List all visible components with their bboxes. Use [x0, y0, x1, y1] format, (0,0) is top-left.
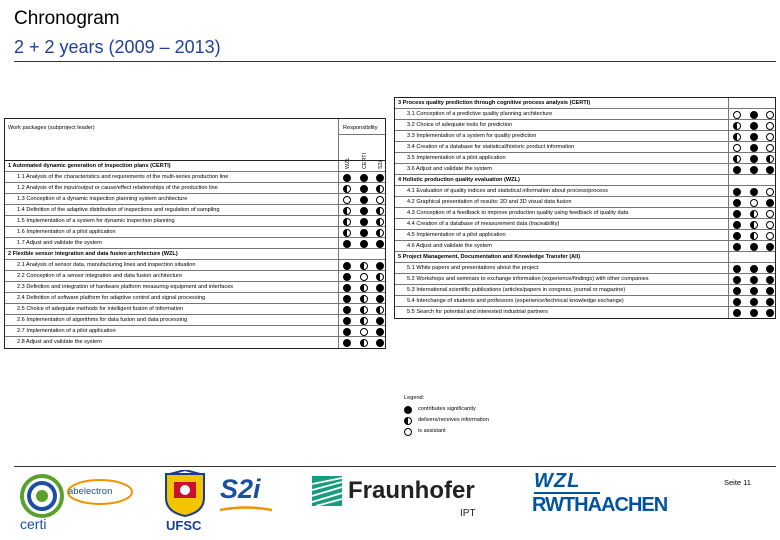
- empty-circle-icon: [766, 133, 774, 141]
- right-table-row: [395, 208, 775, 219]
- left-table-row-label: 2.6 Implementation of algorithms for data fusion and data processing: [17, 317, 188, 323]
- half-circle-icon: [404, 417, 412, 425]
- column-separator: [728, 164, 729, 174]
- full-circle-icon: [360, 196, 368, 204]
- half-circle-icon: [750, 232, 758, 240]
- empty-circle-icon: [360, 328, 368, 336]
- full-circle-icon: [733, 188, 741, 196]
- right-table-row-label: 5.4 Interchange of students and professors (experience/technical knowledge exchange): [407, 298, 624, 304]
- full-circle-icon: [343, 262, 351, 270]
- empty-circle-icon: [766, 210, 774, 218]
- full-circle-icon: [360, 185, 368, 193]
- footer-divider: [14, 466, 776, 467]
- empty-circle-icon: [766, 188, 774, 196]
- column-separator: [338, 161, 339, 171]
- empty-circle-icon: [750, 199, 758, 207]
- full-circle-icon: [766, 287, 774, 295]
- empty-circle-icon: [766, 232, 774, 240]
- right-table-row: [395, 296, 775, 307]
- column-separator: [728, 131, 729, 141]
- left-table-row: [5, 337, 385, 348]
- column-separator: [728, 296, 729, 306]
- full-circle-icon: [750, 166, 758, 174]
- title-divider: [14, 61, 776, 62]
- full-circle-icon: [733, 265, 741, 273]
- right-table-row: [395, 252, 775, 263]
- partner-label-certi: CERTI: [362, 152, 368, 169]
- left-table-row: [5, 315, 385, 326]
- half-circle-icon: [766, 155, 774, 163]
- right-table-row-label: 3.3 Implementation of a system for quality prediction: [407, 133, 537, 139]
- left-table-row: [5, 249, 385, 260]
- half-circle-icon: [376, 185, 384, 193]
- right-table-row-label: 4.6 Adjust and validate the system: [407, 243, 492, 249]
- full-circle-icon: [343, 317, 351, 325]
- full-circle-icon: [360, 174, 368, 182]
- column-separator: [338, 304, 339, 314]
- full-circle-icon: [750, 298, 758, 306]
- right-table-row: [395, 98, 775, 109]
- column-separator: [338, 315, 339, 325]
- ufsc-crest-icon: [160, 470, 210, 518]
- left-table-row-label: 1.6 Implementation of a pilot application: [17, 229, 116, 235]
- half-circle-icon: [360, 306, 368, 314]
- wzl-wordmark: WZL: [534, 470, 581, 492]
- right-table-row-label: 3 Process quality prediction through cognitive process analysis (CERTI): [398, 100, 591, 106]
- left-table-row: [5, 326, 385, 337]
- left-table-row: [5, 172, 385, 183]
- right-table-row-label: 4.3 Conception of a feedback to improve production quality using feedback of quality data: [407, 210, 629, 216]
- half-circle-icon: [376, 273, 384, 281]
- column-separator: [338, 183, 339, 193]
- right-table-row-label: 3.2 Choice of adequate tools for prediction: [407, 122, 513, 128]
- full-circle-icon: [766, 298, 774, 306]
- half-circle-icon: [750, 210, 758, 218]
- full-circle-icon: [750, 155, 758, 163]
- fraunhofer-stripes-icon: [312, 476, 342, 506]
- empty-circle-icon: [766, 111, 774, 119]
- full-circle-icon: [750, 287, 758, 295]
- column-separator: [728, 109, 729, 119]
- full-circle-icon: [733, 243, 741, 251]
- left-table-row-label: 2.3 Definition and integration of hardware platform measuring equipment and interfaces: [17, 284, 234, 290]
- column-separator: [728, 285, 729, 295]
- empty-circle-icon: [343, 196, 351, 204]
- half-circle-icon: [750, 221, 758, 229]
- full-circle-icon: [750, 243, 758, 251]
- empty-circle-icon: [360, 273, 368, 281]
- left-table-row: [5, 161, 385, 172]
- ipt-wordmark: IPT: [460, 508, 476, 519]
- full-circle-icon: [750, 276, 758, 284]
- right-table-row: [395, 153, 775, 164]
- s2i-logo: [218, 474, 274, 514]
- half-circle-icon: [360, 284, 368, 292]
- full-circle-icon: [733, 276, 741, 284]
- left-table-row: [5, 194, 385, 205]
- full-circle-icon: [376, 328, 384, 336]
- full-circle-icon: [404, 406, 412, 414]
- column-separator: [728, 120, 729, 130]
- column-separator: [338, 249, 339, 259]
- work-packages-header: Work packages (subproject leader): [8, 125, 95, 131]
- column-separator: [338, 172, 339, 182]
- left-table-row: [5, 183, 385, 194]
- half-circle-icon: [376, 207, 384, 215]
- left-table-row: [5, 260, 385, 271]
- left-table-row: [5, 238, 385, 249]
- half-circle-icon: [733, 155, 741, 163]
- column-separator: [338, 194, 339, 204]
- empty-circle-icon: [376, 196, 384, 204]
- column-separator: [338, 337, 339, 348]
- empty-circle-icon: [766, 122, 774, 130]
- half-circle-icon: [360, 295, 368, 303]
- full-circle-icon: [733, 221, 741, 229]
- full-circle-icon: [733, 166, 741, 174]
- right-table-row: [395, 241, 775, 252]
- column-separator: [728, 175, 729, 185]
- full-circle-icon: [766, 309, 774, 317]
- full-circle-icon: [343, 339, 351, 347]
- column-separator: [338, 216, 339, 226]
- half-circle-icon: [343, 229, 351, 237]
- abelectron-logo: [64, 478, 134, 506]
- right-table-row-label: 5.3 International scientific publications (articles/papers in congress, journal or magazine): [407, 287, 626, 293]
- half-circle-icon: [733, 122, 741, 130]
- left-table-row-label: 2.2 Conception of a sensor integration and data fusion architecture: [17, 273, 183, 279]
- right-table-row: [395, 274, 775, 285]
- right-table-row-label: 5.5 Search for potential and interested industrial partners: [407, 309, 548, 315]
- left-table-row-label: 2.5 Choice of adequate methods for intelligent fusion of information: [17, 306, 184, 312]
- abelectron-wordmark: abelectron: [68, 486, 113, 497]
- full-circle-icon: [376, 339, 384, 347]
- half-circle-icon: [733, 133, 741, 141]
- column-separator: [728, 263, 729, 273]
- right-table-row: [395, 263, 775, 274]
- right-work-package-table: [394, 97, 776, 319]
- left-table-row: [5, 304, 385, 315]
- column-separator: [728, 153, 729, 163]
- full-circle-icon: [376, 262, 384, 270]
- full-circle-icon: [376, 240, 384, 248]
- half-circle-icon: [376, 218, 384, 226]
- column-separator: [728, 186, 729, 196]
- column-separator: [728, 219, 729, 229]
- right-table-row-label: 3.4 Creation of a database for statistical/historic product information: [407, 144, 575, 150]
- full-circle-icon: [376, 317, 384, 325]
- full-circle-icon: [360, 240, 368, 248]
- right-table-row-label: 4 Holistic production quality evaluation (WZL): [398, 177, 520, 183]
- column-separator: [338, 293, 339, 303]
- column-separator: [338, 260, 339, 270]
- empty-circle-icon: [766, 144, 774, 152]
- certi-logo: [14, 472, 70, 532]
- right-table-row-label: 4.4 Creation of a database of measurement data (traceability): [407, 221, 560, 227]
- full-circle-icon: [750, 111, 758, 119]
- column-separator: [338, 326, 339, 336]
- right-table-row: [395, 197, 775, 208]
- full-circle-icon: [360, 229, 368, 237]
- certi-wordmark: certi: [20, 516, 47, 532]
- full-circle-icon: [343, 240, 351, 248]
- page-subtitle: 2 + 2 years (2009 – 2013): [14, 37, 221, 57]
- partner-label-s2i: S2i: [378, 161, 384, 169]
- half-circle-icon: [360, 339, 368, 347]
- full-circle-icon: [376, 284, 384, 292]
- full-circle-icon: [343, 306, 351, 314]
- column-separator: [338, 282, 339, 292]
- empty-circle-icon: [404, 428, 412, 436]
- left-table-row: [5, 293, 385, 304]
- left-table-row: [5, 205, 385, 216]
- column-separator: [728, 274, 729, 284]
- left-table-row-label: 1.2 Analysis of the input/output or cause/effect relationships of the production line: [17, 185, 218, 191]
- right-table-row-label: 4.1 Evaluation of quality indices and statistical information about process/process: [407, 188, 608, 194]
- empty-circle-icon: [733, 111, 741, 119]
- full-circle-icon: [766, 265, 774, 273]
- full-circle-icon: [766, 166, 774, 174]
- right-table-row-label: 3.5 Implementation of a pilot application: [407, 155, 506, 161]
- right-table-row-label: 5.2 Workshops and seminars to exchange information (experience/findings) with other companies: [407, 276, 649, 282]
- left-table-row-label: 1.1 Analysis of the characteristics and requirements of the multi-series production line: [17, 174, 229, 180]
- column-separator: [728, 208, 729, 218]
- column-separator: [728, 230, 729, 240]
- full-circle-icon: [766, 276, 774, 284]
- partner-label-wzl: WZL: [345, 157, 351, 169]
- full-circle-icon: [343, 273, 351, 281]
- right-table-row: [395, 131, 775, 142]
- ufsc-wordmark: UFSC: [166, 518, 202, 533]
- full-circle-icon: [343, 174, 351, 182]
- column-separator: [338, 238, 339, 248]
- right-table-row: [395, 175, 775, 186]
- column-separator: [728, 142, 729, 152]
- left-table-row: [5, 227, 385, 238]
- column-separator: [728, 197, 729, 207]
- left-table-row-label: 1.5 Implementation of a system for dynamic inspection planning: [17, 218, 175, 224]
- left-work-package-table: [4, 157, 386, 349]
- full-circle-icon: [343, 295, 351, 303]
- responsibility-header: Responsibility: [343, 125, 378, 131]
- right-table-row: [395, 219, 775, 230]
- right-table-row-label: 3.6 Adjust and validate the system: [407, 166, 492, 172]
- fraunhofer-wordmark: Fraunhofer: [348, 477, 475, 504]
- page-title: Chronogram: [14, 8, 120, 29]
- left-table-row-label: 2.8 Adjust and validate the system: [17, 339, 102, 345]
- column-separator: [728, 98, 729, 108]
- empty-circle-icon: [766, 221, 774, 229]
- right-table-row: [395, 307, 775, 318]
- full-circle-icon: [766, 243, 774, 251]
- fraunhofer-logo: [312, 474, 482, 524]
- full-circle-icon: [750, 309, 758, 317]
- left-table-row-label: 1 Automated dynamic generation of inspection plans (CERTI): [8, 163, 171, 169]
- full-circle-icon: [360, 207, 368, 215]
- full-circle-icon: [733, 210, 741, 218]
- page-number: Seite 11: [724, 478, 751, 487]
- left-table-row-label: 1.3 Conception of a dynamic inspection planning system architecture: [17, 196, 188, 202]
- half-circle-icon: [360, 317, 368, 325]
- empty-circle-icon: [733, 144, 741, 152]
- left-table-row-label: 2.4 Definition of software platform for adaptive control and signal processing: [17, 295, 206, 301]
- right-table-row-label: 4.2 Graphical presentation of results: 2D and 3D visual data fusion: [407, 199, 572, 205]
- full-circle-icon: [343, 284, 351, 292]
- full-circle-icon: [733, 287, 741, 295]
- half-circle-icon: [343, 207, 351, 215]
- right-table-row: [395, 285, 775, 296]
- right-table-row: [395, 109, 775, 120]
- right-table-row: [395, 230, 775, 241]
- right-table-row: [395, 120, 775, 131]
- right-table-row: [395, 186, 775, 197]
- ufsc-logo: [160, 470, 210, 536]
- right-table-row-label: 4.5 Implementation of a pilot application: [407, 232, 506, 238]
- full-circle-icon: [750, 188, 758, 196]
- full-circle-icon: [733, 199, 741, 207]
- column-separator: [338, 205, 339, 215]
- half-circle-icon: [376, 306, 384, 314]
- column-separator: [728, 307, 729, 318]
- half-circle-icon: [360, 262, 368, 270]
- half-circle-icon: [343, 185, 351, 193]
- right-table-row-label: 3.1 Conception of a predictive quality planning architecture: [407, 111, 553, 117]
- right-table-row-label: 5.1 White papers and presentations about the project: [407, 265, 539, 271]
- full-circle-icon: [750, 133, 758, 141]
- full-circle-icon: [733, 309, 741, 317]
- left-table-row-label: 2.1 Analysis of sensor data, manufacturing lines and inspection situation: [17, 262, 196, 268]
- full-circle-icon: [376, 295, 384, 303]
- column-separator: [338, 271, 339, 281]
- full-circle-icon: [766, 199, 774, 207]
- half-circle-icon: [343, 218, 351, 226]
- column-separator: [338, 227, 339, 237]
- full-circle-icon: [343, 328, 351, 336]
- full-circle-icon: [360, 218, 368, 226]
- s2i-wordmark: S2i: [220, 474, 261, 504]
- left-table-row-label: 1.4 Definition of the adaptive distribution of inspections and regulation of sampling: [17, 207, 220, 213]
- left-table-row: [5, 216, 385, 227]
- left-table-row: [5, 282, 385, 293]
- full-circle-icon: [750, 265, 758, 273]
- right-table-row-label: 5 Project Management, Documentation and Knowledge Transfer (All): [398, 254, 581, 260]
- left-table-row-label: 2 Flexible sensor integration and data fusion architecture (WZL): [8, 251, 178, 257]
- full-circle-icon: [750, 122, 758, 130]
- full-circle-icon: [750, 144, 758, 152]
- right-table-row: [395, 164, 775, 175]
- left-table-row-label: 2.7 Implementation of a pilot application: [17, 328, 116, 334]
- header-underline: [338, 134, 385, 135]
- wzl-rwth-logo: [530, 470, 690, 518]
- s2i-underline-icon: [218, 505, 274, 515]
- rwth-wordmark: RWTHAACHEN: [532, 494, 668, 516]
- right-table-row: [395, 142, 775, 153]
- column-separator: [728, 252, 729, 262]
- left-table-row-label: 1.7 Adjust and validate the system: [17, 240, 102, 246]
- full-circle-icon: [733, 298, 741, 306]
- left-table-row: [5, 271, 385, 282]
- full-circle-icon: [376, 174, 384, 182]
- column-separator: [728, 241, 729, 251]
- full-circle-icon: [733, 232, 741, 240]
- half-circle-icon: [376, 229, 384, 237]
